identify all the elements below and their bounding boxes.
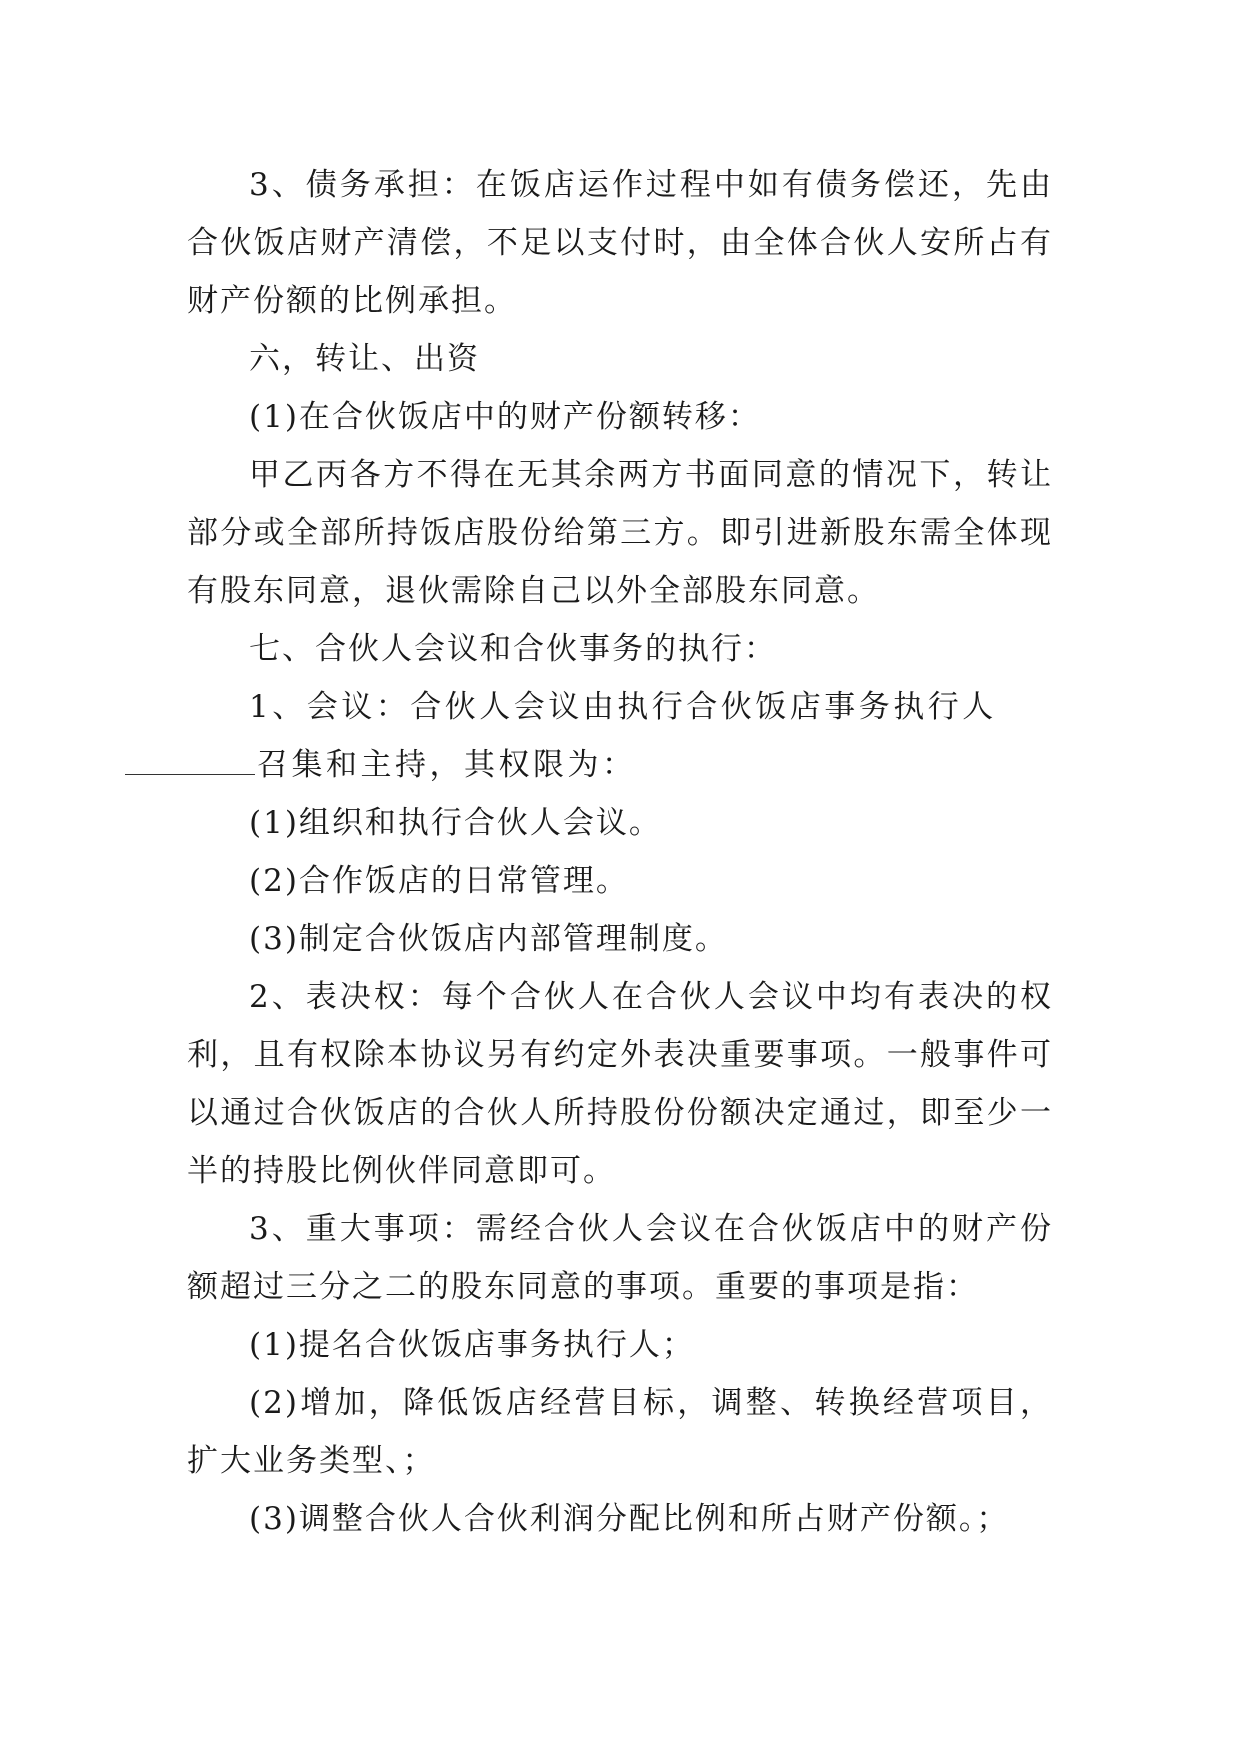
section-heading-transfer: 六，转让、出资 <box>249 341 480 377</box>
list-item-business-goals: (2)增加，降低饭店经营目标，调整、转换经营项目，扩大业务类型、； <box>187 1385 1053 1479</box>
paragraph-meeting <box>187 678 1053 794</box>
list-item-organize-meeting: (1)组织和执行合伙人会议。 <box>249 805 662 841</box>
paragraph-share-transfer-rule: 甲乙丙各方不得在无其余两方书面同意的情况下，转让部分或全部所持饭店股份给第三方。即引进新股东需全体现有股东同意，退伙需除自己以外全部股东同意。 <box>187 457 1053 609</box>
meeting-text-part1: 1、会议：合伙人会议由执行合伙饭店事务执行人 <box>249 689 997 725</box>
document-body <box>187 156 1053 1548</box>
list-item-nominate-executor: (1)提名合伙饭店事务执行人； <box>249 1327 695 1363</box>
paragraph-voting-rights: 2、表决权：每个合伙人在合伙人会议中均有表决的权利，且有权除本协议另有约定外表决重要事项。一般事件可以通过合伙饭店的合伙人所持股份份额决定通过，即至少一半的持股比例伙伴同意即可。 <box>187 979 1053 1189</box>
list-item-profit-distribution: (3)调整合伙人合伙利润分配比例和所占财产份额。； <box>249 1501 1010 1537</box>
list-item-daily-management: (2)合作饭店的日常管理。 <box>249 863 629 899</box>
list-item-internal-rules: (3)制定合伙饭店内部管理制度。 <box>249 921 728 957</box>
blank-fill-line <box>125 744 255 775</box>
paragraph-major-matters: 3、重大事项：需经合伙人会议在合伙饭店中的财产份额超过三分之二的股东同意的事项。重要的事项是指： <box>187 1211 1053 1305</box>
section-heading-meeting: 七、合伙人会议和合伙事务的执行： <box>249 631 777 667</box>
paragraph-share-transfer-title: (1)在合伙饭店中的财产份额转移： <box>249 399 761 435</box>
meeting-text-part2: 召集和主持，其权限为： <box>257 747 637 783</box>
paragraph-debt-bearing: 3、债务承担：在饭店运作过程中如有债务偿还，先由合伙饭店财产清偿，不足以支付时，由全体合伙人安所占有财产份额的比例承担。 <box>187 167 1053 319</box>
